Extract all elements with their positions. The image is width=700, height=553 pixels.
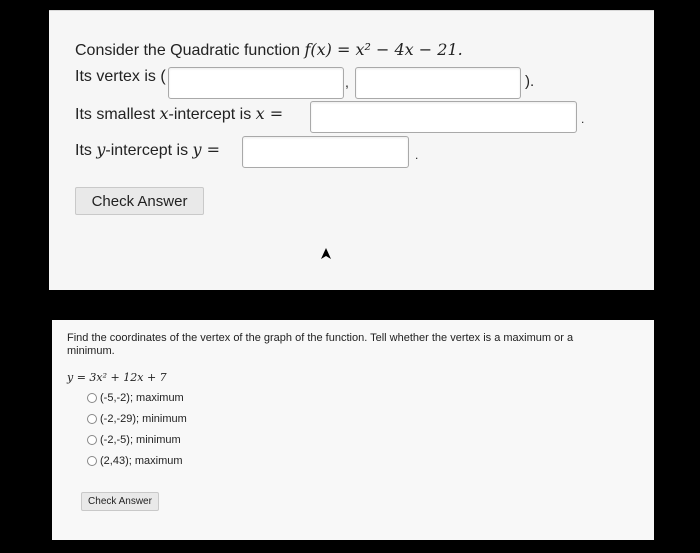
function-prompt xyxy=(75,40,463,60)
x-equals: x = xyxy=(255,104,284,123)
question-prompt-line1: Find the coordinates of the vertex of the graph of the function. Tell whether the vertex is a maximum or a xyxy=(67,332,574,344)
label-text: Its xyxy=(75,142,97,159)
x-variable: x xyxy=(159,104,169,123)
option-label: (-5,-2); maximum xyxy=(100,392,184,404)
vertex-label: Its vertex is ( xyxy=(75,68,166,85)
vertex-close-paren: ). xyxy=(525,73,535,90)
vertex-x-input[interactable] xyxy=(168,67,344,99)
label-text: -intercept is xyxy=(168,106,256,123)
question-prompt-line2: minimum. xyxy=(67,345,115,357)
radio-button-icon[interactable] xyxy=(87,393,97,403)
option-label: (2,43); maximum xyxy=(100,455,183,467)
answer-option[interactable] xyxy=(87,455,183,467)
smallest-x-intercept-input[interactable] xyxy=(310,101,577,133)
check-answer-button-top[interactable]: Check Answer xyxy=(75,187,204,215)
vertex-y-input[interactable] xyxy=(355,67,521,99)
y-equals: y = xyxy=(192,140,221,159)
check-answer-button-bottom[interactable]: Check Answer xyxy=(81,492,159,511)
smallest-intercept-label xyxy=(75,104,283,124)
y-variable: y xyxy=(96,140,106,159)
radio-button-icon[interactable] xyxy=(87,435,97,445)
mouse-cursor-icon xyxy=(319,247,333,261)
vertex-comma: , xyxy=(345,74,349,90)
label-text: Its smallest xyxy=(75,106,160,123)
function-expression: f(x) = x² − 4x − 21. xyxy=(304,40,463,59)
intercept-period: . xyxy=(581,112,585,126)
option-label: (-2,-29); minimum xyxy=(100,413,187,425)
option-label: (-2,-5); minimum xyxy=(100,434,181,446)
y-intercept-period: . xyxy=(415,148,419,162)
radio-button-icon[interactable] xyxy=(87,456,97,466)
y-intercept-label xyxy=(75,140,220,160)
label-text: -intercept is xyxy=(105,142,193,159)
quadratic-equation: y = 3x² + 12x + 7 xyxy=(67,371,167,384)
answer-option[interactable] xyxy=(87,413,187,425)
answer-option[interactable] xyxy=(87,392,184,404)
y-intercept-input[interactable] xyxy=(242,136,409,168)
radio-button-icon[interactable] xyxy=(87,414,97,424)
answer-option[interactable] xyxy=(87,434,181,446)
prompt-text: Consider the Quadratic function xyxy=(75,42,305,59)
